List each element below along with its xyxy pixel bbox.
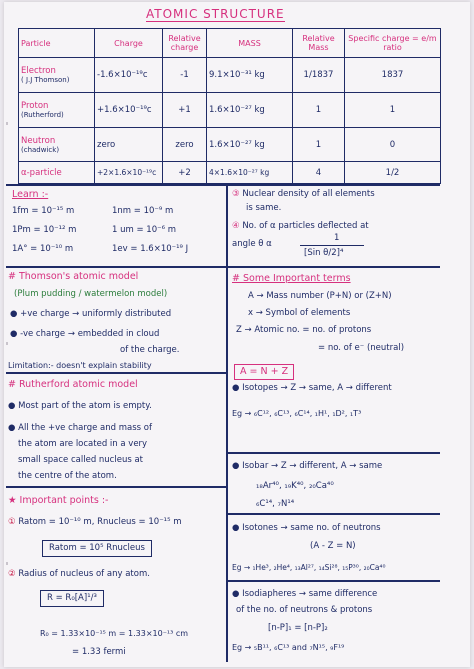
section-divider [6,266,440,268]
thomson-point-cont: of the charge. [120,345,180,355]
table-header: Relative Mass [293,29,345,58]
term-mass-number: A → Mass number (P+N) or (Z+N) [248,291,392,301]
table-cell: +2×1.6×10⁻¹⁹c [95,162,163,184]
learn-heading: Learn :- [12,189,49,200]
radius-ratio: ① Ratom = 10⁻¹⁰ m, Rnucleus = 10⁻¹⁵ m [8,517,182,527]
unit-item: 1 um = 10⁻⁶ m [112,225,176,235]
point-number: ③ [232,189,240,199]
rutherford-heading: # Rutherford atomic model [8,379,138,390]
table-cell: 1 [293,127,345,162]
particle-name: Neutron [21,135,56,146]
isobar-example: ₆C¹⁴, ₇N¹⁴ [256,499,295,509]
isobar-definition: ● Isobar → Z → different, A → same [232,461,383,471]
table-cell: 1837 [345,58,441,93]
table-cell: 1/1837 [293,58,345,93]
table-header: Specific charge = e/m ratio [345,29,441,58]
unit-item: 1A° = 10⁻¹⁰ m [12,244,74,254]
table-cell: +1.6×10⁻¹⁹c [95,92,163,127]
margin-mark [6,122,8,125]
boxed-formula: Ratom = 10⁵ Rnucleus [42,540,152,557]
discoverer: ( J.J Thomson) [21,75,70,84]
particle-name: Electron [21,65,56,76]
discoverer: (Rutherford) [21,110,64,119]
isotones-formula: (A - Z = N) [310,541,356,551]
table-cell: 1 [345,92,441,127]
r0-value: R₀ = 1.33×10⁻¹⁵ m = 1.33×10⁻¹³ cm [40,629,189,638]
rutherford-point-cont: small space called nucleus at [18,455,144,465]
isotopes-definition: ● Isotopes → Z → same, A → different [232,383,392,393]
rutherford-point-cont: the centre of the atom. [18,471,117,481]
fermi-value: = 1.33 fermi [72,647,126,657]
isodiaphere-example: Eg → ₅B¹¹, ₆C¹³ and ₇N¹⁵, ₉F¹⁹ [232,643,345,652]
formula-box: A = N + Z [234,364,294,380]
section-divider [6,184,440,186]
table-cell: 1 [293,92,345,127]
table-row [19,58,441,93]
rutherford-point: ● Most part of the atom is empty. [8,401,152,411]
page-title: ATOMIC STRUCTURE [146,7,285,21]
section-divider [6,486,226,488]
unit-item: 1ev = 1.6×10⁻¹⁹ J [112,244,189,254]
margin-mark [6,562,8,565]
table-row [19,127,441,162]
deflection-text: No. of α particles deflected at [242,221,369,231]
unit-item: 1fm = 10⁻¹⁵ m [12,206,75,216]
table-header-row [19,29,441,58]
table-header: Particle [19,29,95,58]
isotones-example: Eg → ₁He³, ₂He⁴, ₁₃Al²⁷, ₁₄Si²⁸, ₁₅P³⁰, ₂₀Ca⁴⁰ [232,563,386,572]
unit-item: 1Pm = 10⁻¹² m [12,225,77,235]
table-cell: 1/2 [345,162,441,184]
table-header: Relative charge [163,29,207,58]
table-cell: 9.1×10⁻³¹ kg [207,58,293,93]
fraction-numerator: 1 [334,233,340,243]
thomson-point: ● +ve charge → uniformly distributed [10,309,172,319]
table-cell: zero [163,127,207,162]
deflection-text: angle θ α [232,239,272,249]
section-divider [228,452,440,454]
points-heading: ★ Important points :- [8,495,109,506]
boxed-formula: R = R₀[A]¹/³ [40,590,104,607]
terms-heading: # Some Important terms [232,273,351,284]
table-cell: 0 [345,127,441,162]
rutherford-point-cont: the atom are located in a very [18,439,148,449]
isotopes-example: Eg → ₆C¹², ₆C¹³, ₆C¹⁴, ₁H¹, ₁D², ₁T³ [232,409,362,418]
isobar-example: ₁₈Ar⁴⁰, ₁₉K⁴⁰, ₂₀Ca⁴⁰ [256,481,334,491]
table-header: Charge [95,29,163,58]
rutherford-point: ● All the +ve charge and mass of [8,423,152,433]
isodiaphere-definition-cont: of the no. of neutrons & protons [236,605,373,615]
table-row [19,162,441,184]
section-divider [228,580,440,582]
column-divider [226,186,228,662]
discoverer: (chadwick) [21,145,60,154]
term-atomic-number: Z → Atomic no. = no. of protons [236,325,372,335]
point-number: ④ [232,221,240,231]
table-cell: zero [95,127,163,162]
table-cell: -1.6×10⁻¹⁹c [95,58,163,93]
table-cell: -1 [163,58,207,93]
density-text: Nuclear density of all elements [242,189,375,199]
table-row [19,92,441,127]
table-cell: 4×1.6×10⁻²⁷ kg [207,162,293,184]
section-divider [228,513,440,515]
thomson-subtitle: (Plum pudding / watermelon model) [14,289,168,299]
thomson-heading: # Thomson's atomic model [8,271,139,282]
particle-table [18,28,441,184]
term-atomic-number-cont: = no. of e⁻ (neutral) [318,343,405,353]
isodiaphere-definition: ● Isodiapheres → same difference [232,589,378,599]
fraction-bar [300,245,364,246]
table-header: MASS [207,29,293,58]
margin-mark [6,342,8,345]
fraction-denominator: [Sin θ/2]⁴ [304,248,344,258]
isodiaphere-formula: [n-P]₁ = [n-P]₂ [268,623,328,633]
thomson-point: ● -ve charge → embedded in cloud [10,329,160,339]
particle-name: Proton [21,100,49,111]
table-cell: 4 [293,162,345,184]
section-divider [6,372,226,374]
particle-name: α-particle [21,167,62,178]
table-cell: +1 [163,92,207,127]
thomson-limitation: Limitation:- doesn't explain stability [8,361,152,370]
isotones-definition: ● Isotones → same no. of neutrons [232,523,381,533]
table-cell: +2 [163,162,207,184]
density-text: is same. [246,203,282,213]
table-cell: 1.6×10⁻²⁷ kg [207,92,293,127]
unit-item: 1nm = 10⁻⁹ m [112,206,174,216]
table-cell: 1.6×10⁻²⁷ kg [207,127,293,162]
term-symbol: x → Symbol of elements [248,308,351,318]
radius-heading: ② Radius of nucleus of any atom. [8,569,150,579]
